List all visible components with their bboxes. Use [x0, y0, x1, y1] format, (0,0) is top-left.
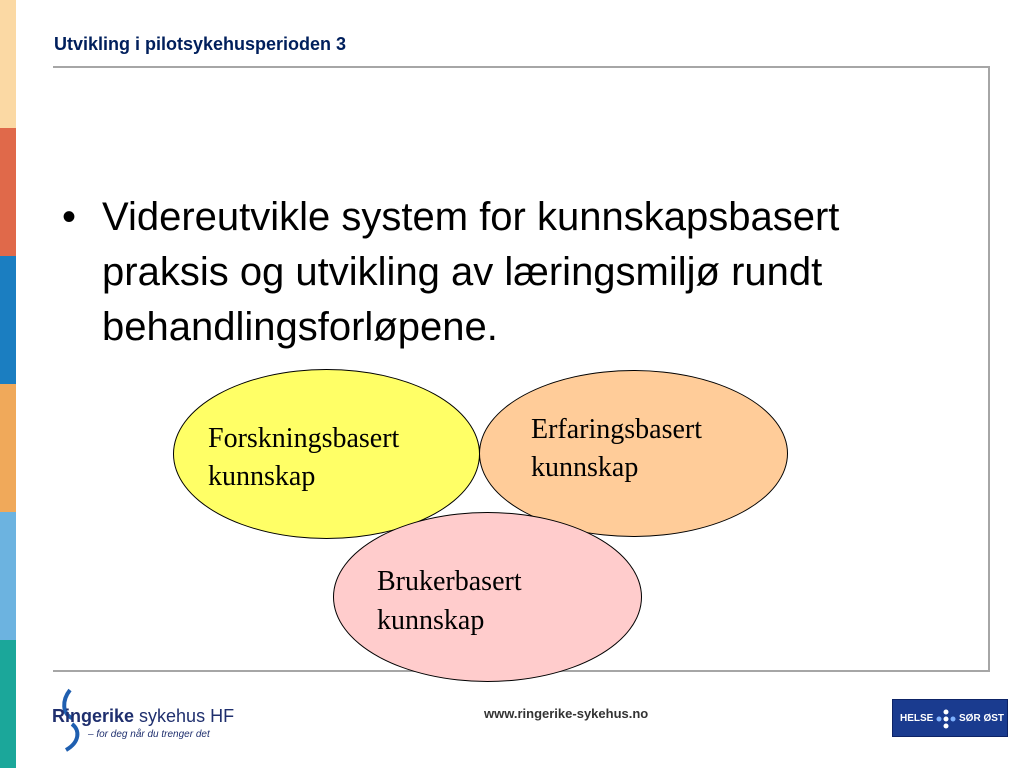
bubble-research-line1: Forskningsbasert	[208, 423, 400, 454]
bubble-research-knowledge	[173, 369, 480, 539]
bubble-experience-line1: Erfaringsbasert	[531, 414, 703, 445]
bullet-text: Videreutvikle system for kunnskapsbasert praksis og utvikling av læringsmiljø rundt behandlingsforløpene.	[102, 195, 840, 349]
logo-name: Ringerike sykehus HF	[52, 706, 235, 726]
stripe-4	[0, 384, 16, 512]
stripe-3	[0, 256, 16, 384]
hso-right: SØR ØST	[959, 713, 1005, 724]
hso-left: HELSE	[900, 713, 934, 724]
bubble-user-knowledge	[333, 512, 642, 682]
helse-sor-ost-logo	[892, 699, 1008, 737]
stripe-5	[0, 512, 16, 640]
bullet-marker: •	[62, 195, 77, 239]
logo-tagline: – for deg når du trenger det	[88, 729, 210, 740]
stripe-1	[0, 0, 16, 128]
footer-url: www.ringerike-sykehus.no	[484, 706, 649, 721]
stripe-2	[0, 128, 16, 256]
stripe-6	[0, 640, 16, 768]
bubble-user-line1: Brukerbasert	[377, 566, 522, 597]
ringerike-logo	[52, 684, 242, 754]
bubble-research-line2: kunnskap	[208, 461, 316, 492]
bubble-experience-line2: kunnskap	[531, 452, 639, 483]
hso-dots-icon	[935, 708, 957, 730]
bubble-experience-knowledge	[479, 370, 788, 537]
slide-title: Utvikling i pilotsykehusperioden 3	[54, 34, 347, 54]
bubble-user-line2: kunnskap	[377, 605, 485, 636]
